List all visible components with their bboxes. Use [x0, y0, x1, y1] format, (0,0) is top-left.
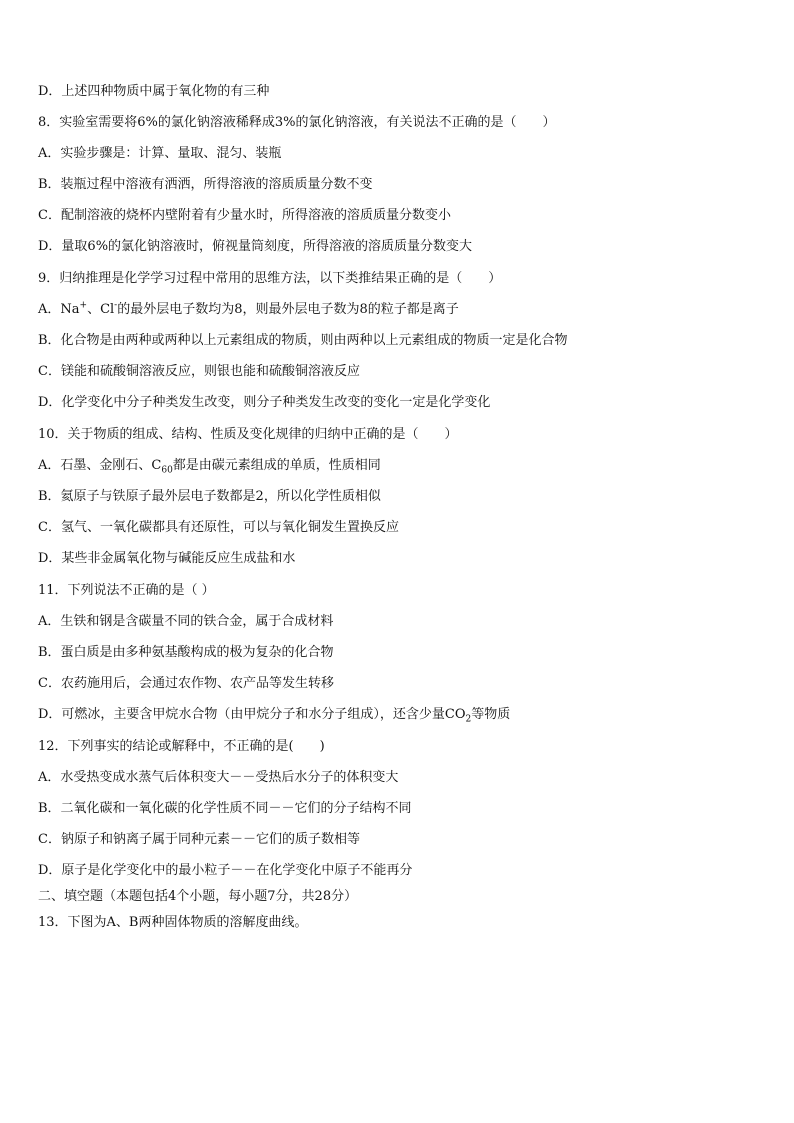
q12-option-a: A．水受热变成水蒸气后体积变大－－受热后水分子的体积变大 [38, 770, 399, 785]
q8-option-a: A．实验步骤是：计算、量取、混匀、装瓶 [38, 146, 282, 161]
q12-stem: 12．下列事实的结论或解释中，不正确的是( ) [38, 739, 325, 754]
q9-option-a: A．Na+、Cl-的最外层电子数均为8，则最外层电子数为8的粒子都是离子 [38, 300, 459, 317]
q7-option-d: D．上述四种物质中属于氧化物的有三种 [38, 84, 270, 99]
q11-stem: 11．下列说法不正确的是（ ） [38, 583, 215, 598]
q11-option-a: A．生铁和钢是含碳量不同的铁合金，属于合成材料 [38, 614, 334, 629]
q12-option-c: C．钠原子和钠离子属于同种元素－－它们的质子数相等 [38, 832, 360, 847]
q12-option-d: D．原子是化学变化中的最小粒子－－在化学变化中原子不能再分 [38, 863, 413, 878]
q10-option-c: C．氢气、一氧化碳都具有还原性，可以与氧化铜发生置换反应 [38, 520, 399, 535]
q9-stem: 9．归纳推理是化学学习过程中常用的思维方法，以下类推结果正确的是（ ） [38, 271, 502, 286]
q13-stem: 13．下图为A、B两种固体物质的溶解度曲线。 [38, 915, 308, 930]
q8-option-b: B．装瓶过程中溶液有洒洒，所得溶液的溶质质量分数不变 [38, 177, 373, 192]
q8-stem: 8．实验室需要将6%的氯化钠溶液稀释成3%的氯化钠溶液，有关说法不正确的是（ ） [38, 115, 556, 130]
q10-option-d: D．某些非金属氧化物与碱能反应生成盐和水 [38, 551, 296, 566]
q11-option-b: B．蛋白质是由多种氨基酸构成的极为复杂的化合物 [38, 645, 334, 660]
q12-option-b: B．二氧化碳和一氧化碳的化学性质不同－－它们的分子结构不同 [38, 801, 412, 816]
q11-option-c: C．农药施用后，会通过农作物、农产品等发生转移 [38, 676, 334, 691]
q9-option-d: D．化学变化中分子种类发生改变，则分子种类发生改变的变化一定是化学变化 [38, 395, 491, 410]
q9-option-c: C．镁能和硫酸铜溶液反应，则银也能和硫酸铜溶液反应 [38, 364, 360, 379]
q10-stem: 10．关于物质的组成、结构、性质及变化规律的归纳中正确的是（ ） [38, 427, 458, 442]
q10-option-b: B．氦原子与铁原子最外层电子数都是2，所以化学性质相似 [38, 489, 381, 504]
q11-option-d: D．可燃冰，主要含甲烷水合物（由甲烷分子和水分子组成），还含少量$CO_2$等物质 [38, 707, 511, 725]
q9-option-b: B．化合物是由两种或两种以上元素组成的物质，则由两种以上元素组成的物质一定是化合物 [38, 333, 568, 348]
section-heading-fill-in: 二、填空题（本题包括4个小题，每小题7分，共28分） [38, 889, 358, 904]
q10-option-a: A．石墨、金刚石、$C_{60}$都是由碳元素组成的单质，性质相同 [38, 458, 381, 476]
q8-option-c: C．配制溶液的烧杯内壁附着有少量水时，所得溶液的溶质质量分数变小 [38, 208, 451, 223]
q8-option-d: D．量取6%的氯化钠溶液时，俯视量筒刻度，所得溶液的溶质质量分数变大 [38, 239, 473, 254]
